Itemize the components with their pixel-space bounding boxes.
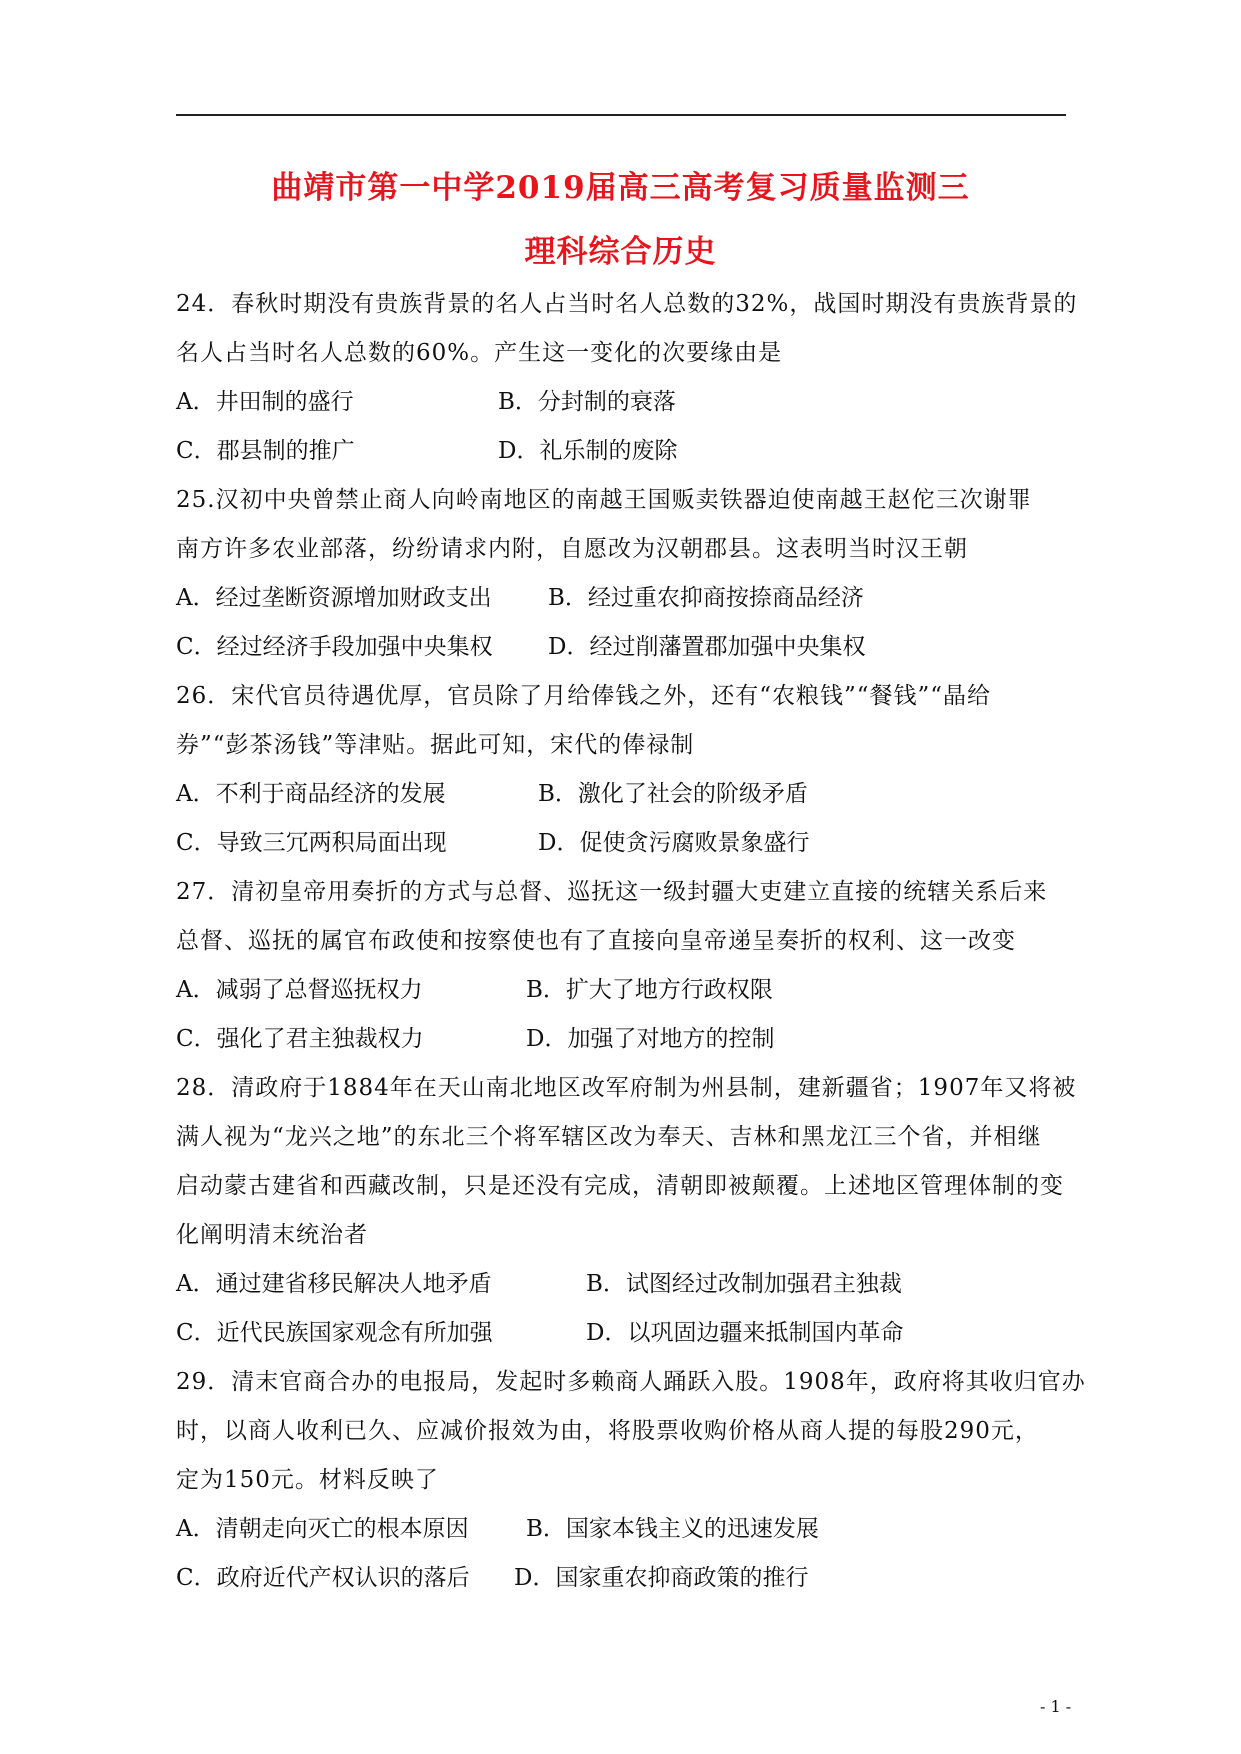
option-c: C．近代民族国家观念有所加强 <box>176 1320 493 1346</box>
option-c: C．经过经济手段加强中央集权 <box>176 634 493 660</box>
option-b: B．分封制的衰落 <box>498 389 676 415</box>
option-d: D．礼乐制的废除 <box>498 438 678 464</box>
question-stem-line: 时，以商人收利已久、应减价报效为由，将股票收购价格从商人提的每股290元， <box>176 1418 1039 1444</box>
option-b: B．扩大了地方行政权限 <box>526 977 773 1003</box>
question-stem-line: 券”“彭茶汤钱”等津贴。据此可知，宋代的俸禄制 <box>176 732 695 758</box>
question-stem-line: 28．清政府于1884年在天山南北地区改军府制为州县制，建新疆省；1907年又将被 <box>176 1075 1077 1101</box>
question-stem-line: 满人视为“龙兴之地”的东北三个将军辖区改为奉天、吉林和黑龙江三个省，并相继 <box>176 1124 1042 1150</box>
option-a: A．减弱了总督巡抚权力 <box>176 977 423 1003</box>
option-a: A．不利于商品经济的发展 <box>176 781 446 807</box>
option-c: C．政府近代产权认识的落后 <box>176 1565 470 1591</box>
option-a: A．清朝走向灭亡的根本原因 <box>176 1516 469 1542</box>
question-stem-line: 26．宋代官员待遇优厚，官员除了月给俸钱之外，还有“农粮钱”“餐钱”“晶给 <box>176 683 992 709</box>
option-b: B．激化了社会的阶级矛盾 <box>538 781 808 807</box>
question-stem-line: 总督、巡抚的属官布政使和按察使也有了直接向皇帝递呈奏折的权利、这一改变 <box>176 928 1016 954</box>
question-24 <box>176 280 1096 476</box>
option-d: D．以巩固边疆来抵制国内革命 <box>586 1320 904 1346</box>
question-stem-line: 27．清初皇帝用奏折的方式与总督、巡抚这一级封疆大吏建立直接的统辖关系后来 <box>176 879 1048 905</box>
question-stem-line: 定为150元。材料反映了 <box>176 1467 439 1493</box>
option-a: A．通过建省移民解决人地矛盾 <box>176 1271 492 1297</box>
option-b: B．国家本钱主义的迅速发展 <box>526 1516 819 1542</box>
question-27 <box>176 868 1096 1064</box>
option-d: D．国家重农抑商政策的推行 <box>514 1565 809 1591</box>
question-stem-line: 化阐明清末统治者 <box>176 1222 368 1248</box>
question-stem-line: 南方许多农业部落，纷纷请求内附，自愿改为汉朝郡县。这表明当时汉王朝 <box>176 536 968 562</box>
option-c: C．郡县制的推广 <box>176 438 355 464</box>
exam-subtitle: 理科综合历史 <box>524 234 717 270</box>
option-c: C．强化了君主独裁权力 <box>176 1026 424 1052</box>
question-26 <box>176 672 1096 868</box>
question-stem-line: 29．清末官商合办的电报局，发起时多赖商人踊跃入股。1908年，政府将其收归官办 <box>176 1369 1086 1395</box>
question-28 <box>176 1064 1096 1358</box>
question-list <box>176 280 1096 1603</box>
question-25 <box>176 476 1096 672</box>
option-d: D．经过削藩置郡加强中央集权 <box>548 634 866 660</box>
option-d: D．促使贪污腐败景象盛行 <box>538 830 810 856</box>
option-b: B．经过重农抑商按捺商品经济 <box>548 585 864 611</box>
question-stem-line: 25.汉初中央曾禁止商人向岭南地区的南越王国贩卖铁器迫使南越王赵佗三次谢罪 <box>176 487 1032 513</box>
page-number: - 1 - <box>1040 1697 1072 1716</box>
question-stem-line: 24．春秋时期没有贵族背景的名人占当时名人总数的32%，战国时期没有贵族背景的 <box>176 291 1078 317</box>
exam-title: 曲靖市第一中学2019届高三高考复习质量监测三 <box>271 170 970 206</box>
option-d: D．加强了对地方的控制 <box>526 1026 775 1052</box>
option-c: C．导致三冗两积局面出现 <box>176 830 447 856</box>
question-stem-line: 名人占当时名人总数的60%。产生这一变化的次要缘由是 <box>176 340 783 366</box>
option-b: B．试图经过改制加强君主独裁 <box>586 1271 902 1297</box>
question-stem-line: 启动蒙古建省和西藏改制，只是还没有完成，清朝即被颠覆。上述地区管理体制的变 <box>176 1173 1064 1199</box>
header-rule <box>176 114 1066 116</box>
option-a: A．井田制的盛行 <box>176 389 354 415</box>
question-29 <box>176 1358 1096 1603</box>
option-a: A．经过垄断资源增加财政支出 <box>176 585 492 611</box>
